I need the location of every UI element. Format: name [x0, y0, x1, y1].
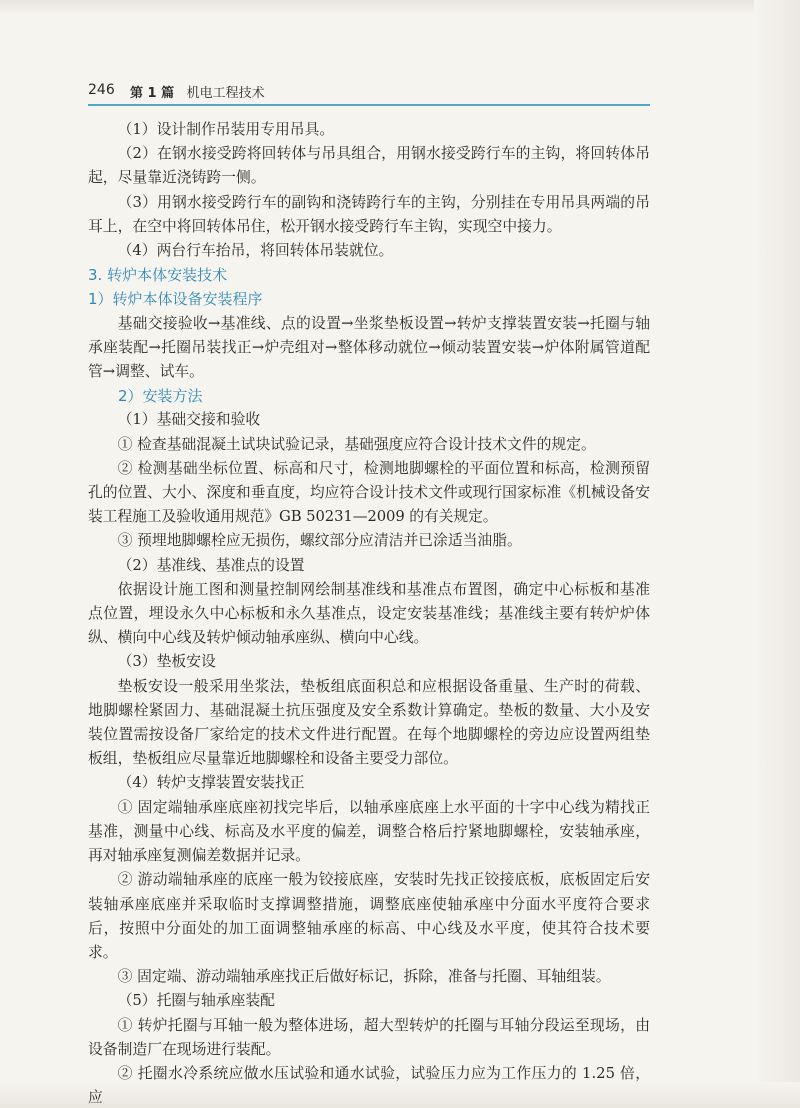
part-title: 机电工程技术	[186, 86, 265, 101]
subsection-heading: 2）安装方法	[118, 387, 203, 406]
section-heading: 3. 转炉本体安装技术	[88, 266, 228, 285]
running-header	[88, 82, 650, 106]
paragraph: ② 游动端轴承座的底座一般为铰接底座，安装时先找正铰接底板，底板固定后安装轴承座底座并采取临时支撑调整措施，调整底座使轴承座中分面水平度符合要求后，按照中分面处的加工面调整轴承座的标高、中心线及水平度，使其符合技术要求。	[88, 871, 650, 961]
list-item: （4）转炉支撑装置安装找正	[117, 774, 305, 792]
header-rule	[88, 104, 650, 106]
paragraph: ② 检测基础坐标位置、标高和尺寸，检测地脚螺栓的平面位置和标高，检测预留孔的位置、大小、深度和垂直度，均应符合设计技术文件或现行国家标准《机械设备安装工程施工及验收通用规范》GB 50231—2009 的有关规定。	[88, 459, 650, 526]
list-item: （2）基准线、基准点的设置	[117, 556, 305, 574]
list-item: （5）托圈与轴承座装配	[117, 992, 275, 1010]
paragraph: （3）用钢水接受跨行车的副钩和浇铸跨行车的主钩，分别挂在专用吊具两端的吊耳上，在空中将回转体吊住，松开钢水接受跨行车主钩，实现空中接力。	[88, 193, 650, 235]
paragraph: ③ 固定端、游动端轴承座找正后做好标记，拆除，准备与托圈、耳轴组装。	[117, 968, 611, 986]
list-item: （1）基础交接和验收	[117, 411, 261, 429]
paragraph: ③ 预埋地脚螺栓应无损伤，螺纹部分应清洁并已涂适当油脂。	[117, 532, 522, 550]
paragraph: ② 托圈水冷系统应做水压试验和通水试验，试验压力应为工作压力的 1.25 倍，应	[88, 1064, 650, 1107]
paragraph: ① 转炉托圈与耳轴一般为整体进场，超大型转炉的托圈与耳轴分段运至现场，由设备制造厂在现场进行装配。	[88, 1016, 650, 1058]
paragraph: （2）在钢水接受跨将回转体与吊具组合，用钢水接受跨行车的主钩，将回转体吊起，尽量靠近浇铸跨一侧。	[88, 145, 650, 187]
page-top-shadow	[0, 0, 800, 14]
page-body	[88, 118, 650, 1108]
paragraph: ① 检查基础混凝土试块试验记录，基础强度应符合设计技术文件的规定。	[117, 435, 596, 453]
part-label: 第 1 篇	[130, 86, 175, 101]
paragraph: 依据设计施工图和测量控制网绘制基准线和基准点布置图，确定中心标板和基准点位置，埋设永久中心标板和永久基准点，设定安装基准线；基准线主要有转炉炉体纵、横向中心线及转炉倾动轴承座纵、横向中心线。	[88, 580, 650, 647]
paragraph: 基础交接验收→基准线、点的设置→坐浆垫板设置→转炉支撑装置安装→托圈与轴承座装配→托圈吊装找正→炉壳组对→整体移动就位→倾动装置安装→炉体附属管道配管→调整、试车。	[88, 314, 650, 381]
paragraph: 垫板安设一般采用坐浆法，垫板组底面积总和应根据设备重量、生产时的荷载、地脚螺栓紧固力、基础混凝土抗压强度及安全系数计算确定。垫板的数量、大小及安装位置需按设备厂家给定的技术文件进行配置。在每个地脚螺栓的旁边应设置两组垫板组，垫板组应尽量靠近地脚螺栓和设备主要受力部位。	[88, 677, 650, 768]
paragraph: ① 固定端轴承座底座初找完毕后，以轴承座底座上水平面的十字中心线为精找正基准，测量中心线、标高及水平度的偏差，调整合格后拧紧地脚螺栓，安装轴承座，再对轴承座复测偏差数据并记录。	[88, 798, 650, 865]
paragraph: （4）两台行车抬吊，将回转体吊装就位。	[117, 242, 394, 260]
list-item: （3）垫板安设	[117, 653, 216, 671]
list-item: （1）设计制作吊装用专用吊具。	[117, 121, 335, 138]
chapter-heading	[130, 82, 265, 101]
page-number: 246	[88, 82, 115, 98]
subsection-heading: 1）转炉本体设备安装程序	[88, 290, 263, 309]
page-right-edge	[754, 0, 800, 1108]
